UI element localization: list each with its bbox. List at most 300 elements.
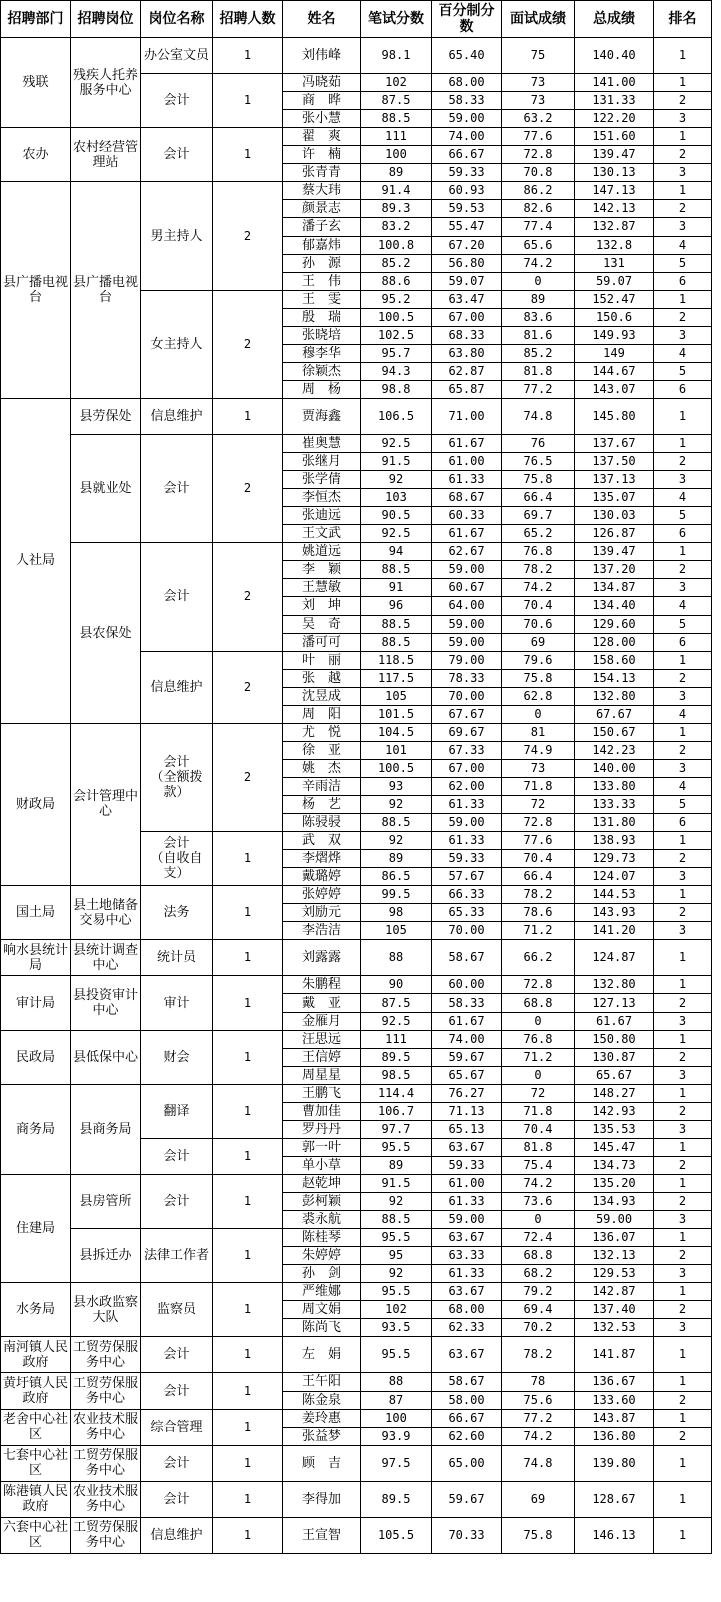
rank: 1 [654,398,712,434]
percent-score: 67.33 [432,741,502,759]
written-score: 98.1 [361,38,432,74]
written-score: 93.5 [361,1319,432,1337]
percent-score: 61.00 [432,453,502,471]
interview-score: 70.4 [502,597,575,615]
position-cell: 监察员 [141,1283,213,1337]
table-row [1,1174,712,1192]
candidate-name: 尤 悦 [283,723,361,741]
written-score: 91.4 [361,182,432,200]
position-cell: 会计 [141,1445,213,1481]
rank: 6 [654,272,712,290]
interview-score: 83.6 [502,308,575,326]
written-score: 88.5 [361,561,432,579]
rank: 3 [654,164,712,182]
unit-cell: 县商务局 [71,1084,141,1174]
header-total-score: 总成绩 [575,1,654,38]
total-score: 143.93 [575,904,654,922]
candidate-name: 刘露露 [283,940,361,976]
quota-cell: 1 [213,38,283,74]
candidate-name: 姜玲惠 [283,1409,361,1427]
rank: 1 [654,940,712,976]
quota-cell: 1 [213,1445,283,1481]
unit-cell: 县广播电视台 [71,182,141,399]
percent-score: 59.07 [432,272,502,290]
written-score: 87.5 [361,92,432,110]
total-score: 136.67 [575,1373,654,1391]
percent-score: 61.33 [432,1265,502,1283]
candidate-name: 王午阳 [283,1373,361,1391]
department-cell: 县广播电视台 [1,182,71,399]
candidate-name: 朱婷婷 [283,1247,361,1265]
written-score: 91 [361,579,432,597]
percent-score: 58.67 [432,940,502,976]
unit-cell: 工贸劳保服务中心 [71,1337,141,1373]
position-cell: 会计 （自收自支） [141,832,213,886]
candidate-name: 王慧敏 [283,579,361,597]
table-row [1,1373,712,1391]
written-score: 100 [361,1409,432,1427]
total-score: 127.13 [575,994,654,1012]
total-score: 145.80 [575,398,654,434]
candidate-name: 刘伟峰 [283,38,361,74]
interview-score: 86.2 [502,182,575,200]
candidate-name: 张婷婷 [283,886,361,904]
candidate-name: 彭柯颖 [283,1193,361,1211]
total-score: 122.20 [575,110,654,128]
quota-cell: 1 [213,1138,283,1174]
total-score: 59.07 [575,272,654,290]
candidate-name: 王 雯 [283,290,361,308]
header-name: 姓名 [283,1,361,38]
position-cell: 会计 [141,1337,213,1373]
percent-score: 64.00 [432,597,502,615]
interview-score: 63.2 [502,110,575,128]
quota-cell: 1 [213,1030,283,1084]
unit-cell: 县水政监察大队 [71,1283,141,1337]
written-score: 92 [361,471,432,489]
position-cell: 会计 （全额拨款） [141,723,213,831]
percent-score: 68.00 [432,1301,502,1319]
interview-score: 68.8 [502,1247,575,1265]
written-score: 88 [361,1373,432,1391]
interview-score: 0 [502,705,575,723]
quota-cell: 1 [213,1337,283,1373]
interview-score: 71.8 [502,1102,575,1120]
written-score: 91.5 [361,1174,432,1192]
percent-score: 69.67 [432,723,502,741]
department-cell: 农办 [1,128,71,182]
interview-score: 70.2 [502,1319,575,1337]
total-score: 152.47 [575,290,654,308]
candidate-name: 徐颖杰 [283,362,361,380]
candidate-name: 罗丹丹 [283,1120,361,1138]
percent-score: 61.33 [432,795,502,813]
unit-cell: 残疾人托养服务中心 [71,38,141,128]
rank: 2 [654,1156,712,1174]
candidate-name: 赵乾坤 [283,1174,361,1192]
candidate-name: 孙 剑 [283,1265,361,1283]
total-score: 130.03 [575,507,654,525]
percent-score: 61.33 [432,832,502,850]
percent-score: 59.67 [432,1048,502,1066]
rank: 2 [654,1102,712,1120]
written-score: 88.6 [361,272,432,290]
total-score: 128.67 [575,1481,654,1517]
percent-score: 65.00 [432,1445,502,1481]
interview-score: 77.6 [502,832,575,850]
quota-cell: 1 [213,74,283,128]
candidate-name: 王宣智 [283,1517,361,1553]
total-score: 136.80 [575,1427,654,1445]
candidate-name: 叶 丽 [283,651,361,669]
percent-score: 63.67 [432,1283,502,1301]
total-score: 137.50 [575,453,654,471]
department-cell: 响水县统计局 [1,940,71,976]
interview-score: 75 [502,38,575,74]
rank: 3 [654,687,712,705]
rank: 3 [654,579,712,597]
interview-score: 65.2 [502,525,575,543]
interview-score: 75.8 [502,669,575,687]
department-cell: 南河镇人民政府 [1,1337,71,1373]
written-score: 89 [361,164,432,182]
candidate-name: 曹加佳 [283,1102,361,1120]
percent-score: 59.00 [432,633,502,651]
interview-score: 66.2 [502,940,575,976]
written-score: 93 [361,777,432,795]
percent-score: 74.00 [432,1030,502,1048]
rank: 1 [654,1337,712,1373]
quota-cell: 1 [213,886,283,940]
written-score: 99.5 [361,886,432,904]
unit-cell: 工贸劳保服务中心 [71,1445,141,1481]
candidate-name: 周文娟 [283,1301,361,1319]
candidate-name: 杨 艺 [283,795,361,813]
interview-score: 89 [502,290,575,308]
percent-score: 67.00 [432,759,502,777]
candidate-name: 单小草 [283,1156,361,1174]
candidate-name: 周 阳 [283,705,361,723]
rank: 2 [654,561,712,579]
candidate-name: 李浩洁 [283,922,361,940]
rank: 2 [654,850,712,868]
percent-score: 59.33 [432,1156,502,1174]
rank: 3 [654,922,712,940]
percent-score: 74.00 [432,128,502,146]
percent-score: 65.87 [432,380,502,398]
interview-score: 81.8 [502,1138,575,1156]
written-score: 89.5 [361,1481,432,1517]
rank: 1 [654,651,712,669]
department-cell: 七套中心社区 [1,1445,71,1481]
percent-score: 60.00 [432,976,502,994]
rank: 2 [654,1427,712,1445]
rank: 4 [654,777,712,795]
rank: 6 [654,380,712,398]
total-score: 141.00 [575,74,654,92]
candidate-name: 陈骎骎 [283,814,361,832]
total-score: 132.53 [575,1319,654,1337]
position-cell: 男主持人 [141,182,213,290]
written-score: 90 [361,976,432,994]
rank: 2 [654,146,712,164]
unit-cell: 县投资审计中心 [71,976,141,1030]
percent-score: 60.93 [432,182,502,200]
total-score: 151.60 [575,128,654,146]
percent-score: 63.47 [432,290,502,308]
total-score: 141.87 [575,1337,654,1373]
written-score: 94 [361,543,432,561]
total-score: 144.53 [575,886,654,904]
total-score: 135.07 [575,489,654,507]
candidate-name: 张 越 [283,669,361,687]
candidate-name: 周星星 [283,1066,361,1084]
table-row [1,182,712,200]
interview-score: 77.2 [502,380,575,398]
written-score: 92.5 [361,435,432,453]
candidate-name: 汪思远 [283,1030,361,1048]
quota-cell: 1 [213,976,283,1030]
percent-score: 71.13 [432,1102,502,1120]
written-score: 83.2 [361,218,432,236]
quota-cell: 2 [213,723,283,831]
total-score: 142.87 [575,1283,654,1301]
total-score: 136.07 [575,1229,654,1247]
written-score: 105 [361,922,432,940]
candidate-name: 沈昱成 [283,687,361,705]
interview-score: 73 [502,759,575,777]
percent-score: 59.33 [432,850,502,868]
table-row [1,886,712,904]
table-row [1,723,712,741]
written-score: 100.5 [361,308,432,326]
written-score: 94.3 [361,362,432,380]
total-score: 142.13 [575,200,654,218]
department-cell: 六套中心社区 [1,1517,71,1553]
interview-score: 77.2 [502,1409,575,1427]
percent-score: 60.33 [432,507,502,525]
written-score: 102.5 [361,326,432,344]
quota-cell: 1 [213,1229,283,1283]
table-row [1,1337,712,1373]
total-score: 132.80 [575,976,654,994]
interview-score: 70.6 [502,615,575,633]
rank: 2 [654,1301,712,1319]
rank: 3 [654,1120,712,1138]
rank: 2 [654,741,712,759]
total-score: 150.80 [575,1030,654,1048]
rank: 1 [654,435,712,453]
percent-score: 59.33 [432,164,502,182]
header-interview-score: 面试成绩 [502,1,575,38]
total-score: 142.93 [575,1102,654,1120]
quota-cell: 1 [213,1373,283,1409]
interview-score: 79.2 [502,1283,575,1301]
quota-cell: 2 [213,290,283,398]
total-score: 141.20 [575,922,654,940]
total-score: 143.07 [575,380,654,398]
percent-score: 55.47 [432,218,502,236]
rank: 4 [654,236,712,254]
percent-score: 67.20 [432,236,502,254]
rank: 3 [654,1319,712,1337]
written-score: 92 [361,1193,432,1211]
candidate-name: 朱鹏程 [283,976,361,994]
rank: 2 [654,200,712,218]
total-score: 139.47 [575,543,654,561]
department-cell: 水务局 [1,1283,71,1337]
quota-cell: 1 [213,398,283,434]
rank: 2 [654,1391,712,1409]
rank: 1 [654,74,712,92]
interview-score: 71.2 [502,1048,575,1066]
total-score: 130.87 [575,1048,654,1066]
candidate-name: 严维娜 [283,1283,361,1301]
rank: 3 [654,1066,712,1084]
interview-score: 74.2 [502,1427,575,1445]
percent-score: 66.67 [432,1409,502,1427]
total-score: 140.40 [575,38,654,74]
percent-score: 61.67 [432,435,502,453]
percent-score: 63.67 [432,1138,502,1156]
total-score: 137.20 [575,561,654,579]
interview-score: 73 [502,92,575,110]
written-score: 92.5 [361,525,432,543]
interview-score: 75.4 [502,1156,575,1174]
written-score: 88 [361,940,432,976]
interview-score: 74.2 [502,254,575,272]
total-score: 137.13 [575,471,654,489]
interview-score: 69.4 [502,1301,575,1319]
rank: 5 [654,615,712,633]
quota-cell: 1 [213,128,283,182]
interview-score: 76.8 [502,543,575,561]
percent-score: 63.67 [432,1229,502,1247]
quota-cell: 1 [213,1481,283,1517]
written-score: 101 [361,741,432,759]
total-score: 148.27 [575,1084,654,1102]
total-score: 139.47 [575,146,654,164]
percent-score: 59.00 [432,814,502,832]
position-cell: 会计 [141,1373,213,1409]
total-score: 145.47 [575,1138,654,1156]
interview-score: 69.7 [502,507,575,525]
written-score: 95.5 [361,1283,432,1301]
percent-score: 67.67 [432,705,502,723]
candidate-name: 张迪远 [283,507,361,525]
percent-score: 60.67 [432,579,502,597]
interview-score: 81 [502,723,575,741]
header-row [1,1,712,38]
percent-score: 66.33 [432,886,502,904]
total-score: 150.6 [575,308,654,326]
unit-cell: 农业技术服务中心 [71,1481,141,1517]
interview-score: 78.2 [502,886,575,904]
written-score: 92.5 [361,1012,432,1030]
written-score: 103 [361,489,432,507]
rank: 1 [654,290,712,308]
rank: 6 [654,814,712,832]
percent-score: 70.00 [432,922,502,940]
written-score: 92 [361,795,432,813]
candidate-name: 蔡大玮 [283,182,361,200]
candidate-name: 姚 杰 [283,759,361,777]
candidate-name: 戴璐婷 [283,868,361,886]
department-cell: 财政局 [1,723,71,885]
total-score: 150.67 [575,723,654,741]
candidate-name: 李得加 [283,1481,361,1517]
candidate-name: 王 伟 [283,272,361,290]
written-score: 88.5 [361,110,432,128]
written-score: 95.5 [361,1138,432,1156]
percent-score: 62.67 [432,543,502,561]
position-cell: 会计 [141,1174,213,1228]
written-score: 98.5 [361,1066,432,1084]
written-score: 92 [361,1265,432,1283]
position-cell: 财会 [141,1030,213,1084]
written-score: 89.3 [361,200,432,218]
interview-score: 74.2 [502,1174,575,1192]
candidate-name: 穆李华 [283,344,361,362]
total-score: 134.73 [575,1156,654,1174]
total-score: 146.13 [575,1517,654,1553]
candidate-name: 陈金泉 [283,1391,361,1409]
position-cell: 翻译 [141,1084,213,1138]
rank: 2 [654,904,712,922]
written-score: 95.5 [361,1337,432,1373]
rank: 3 [654,110,712,128]
interview-score: 72 [502,1084,575,1102]
percent-score: 70.33 [432,1517,502,1553]
candidate-name: 崔奥慧 [283,435,361,453]
candidate-name: 陈尚飞 [283,1319,361,1337]
rank: 3 [654,218,712,236]
candidate-name: 王信婷 [283,1048,361,1066]
position-cell: 办公室文员 [141,38,213,74]
interview-score: 66.4 [502,489,575,507]
total-score: 133.33 [575,795,654,813]
written-score: 88.5 [361,1211,432,1229]
total-score: 132.8 [575,236,654,254]
total-score: 158.60 [575,651,654,669]
written-score: 95.5 [361,1229,432,1247]
percent-score: 71.00 [432,398,502,434]
written-score: 105 [361,687,432,705]
candidate-name: 张学倩 [283,471,361,489]
percent-score: 61.00 [432,1174,502,1192]
rank: 1 [654,1229,712,1247]
position-cell: 会计 [141,1138,213,1174]
total-score: 135.20 [575,1174,654,1192]
rank: 2 [654,669,712,687]
candidate-name: 商 晔 [283,92,361,110]
percent-score: 58.33 [432,92,502,110]
candidate-name: 郭一叶 [283,1138,361,1156]
total-score: 134.40 [575,597,654,615]
unit-cell: 农村经营管理站 [71,128,141,182]
total-score: 149 [575,344,654,362]
candidate-name: 左 娟 [283,1337,361,1373]
written-score: 100 [361,146,432,164]
total-score: 133.60 [575,1391,654,1409]
rank: 1 [654,1030,712,1048]
percent-score: 62.00 [432,777,502,795]
total-score: 124.07 [575,868,654,886]
rank: 1 [654,543,712,561]
written-score: 89 [361,1156,432,1174]
position-cell: 法务 [141,886,213,940]
written-score: 88.5 [361,633,432,651]
